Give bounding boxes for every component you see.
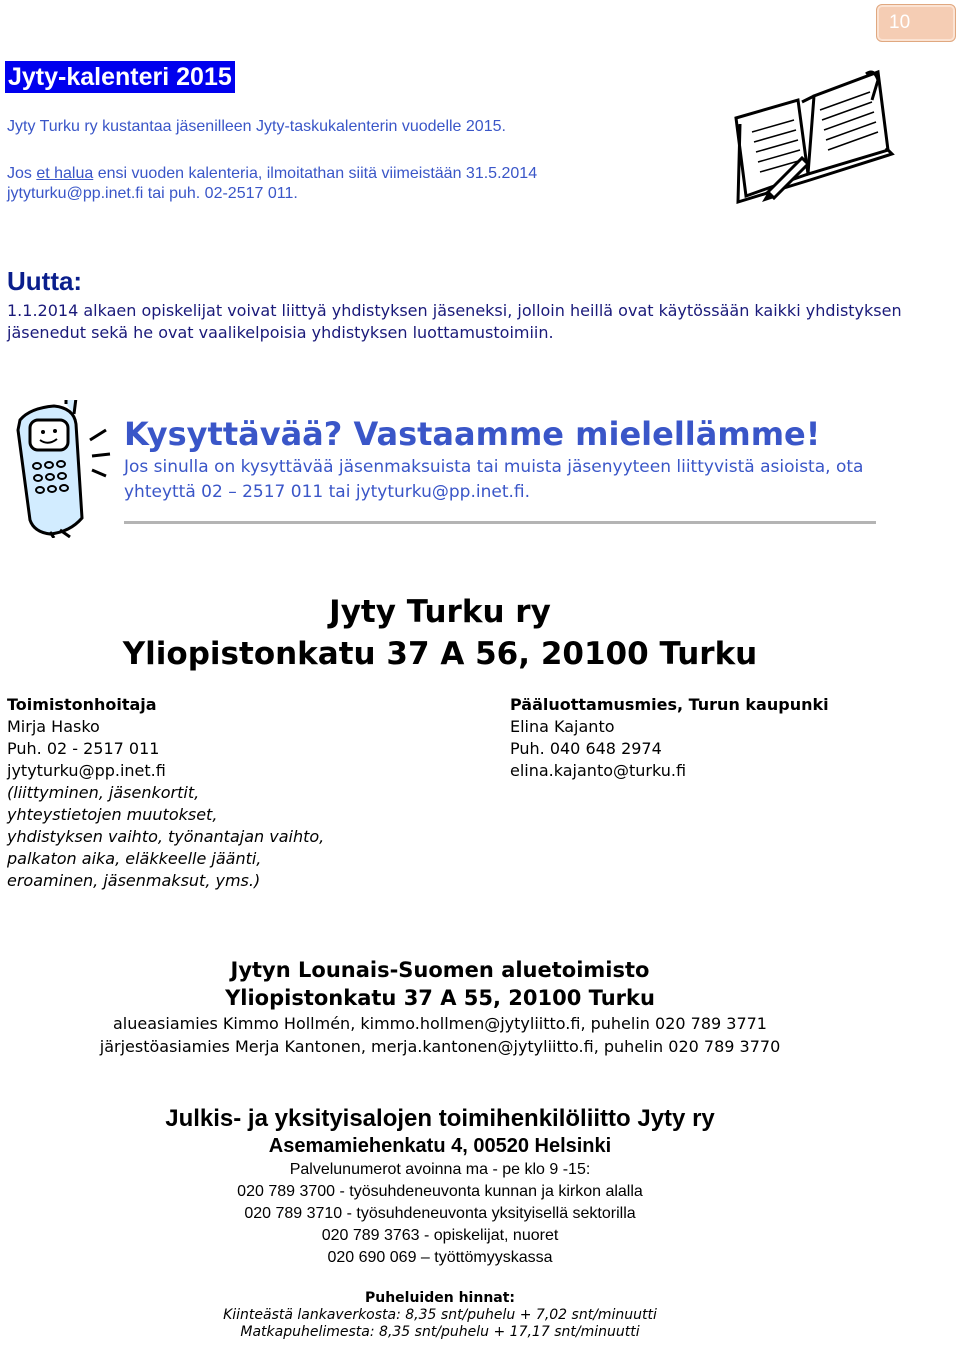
questions-title: Kysyttävää? Vastaamme mielellämme!	[124, 415, 821, 453]
org-address: Yliopistonkatu 37 A 56, 20100 Turku	[122, 636, 758, 672]
chief-shop-steward-role: Pääluottamusmies, Turun kaupunki	[510, 695, 829, 714]
call-prices-landline: Kiinteästä lankaverkosta: 8,35 snt/puhelu + 7,02 snt/minuutti	[223, 1307, 657, 1323]
calendar-intro: Jyty Turku ry kustantaa jäsenilleen Jyty-taskukalenterin vuodelle 2015.	[7, 118, 506, 135]
union-address: Asemamiehenkatu 4, 00520 Helsinki	[268, 1135, 612, 1157]
office-manager-role: Toimistonhoitaja	[7, 695, 157, 714]
optout-prefix: Jos	[7, 165, 37, 182]
calendar-book-with-pen-icon	[728, 66, 906, 210]
questions-text: Jos sinulla on kysyttävää jäsenmaksuista tai muista jäsenyyteen liittyvistä asioista, ota yhteyttä 02 – 2517 011 tai jytyturku@pp.inet.fi.	[124, 457, 864, 502]
union-number: 020 789 3763 - opiskelijat, nuoret	[321, 1227, 559, 1244]
office-manager-phone: Puh. 02 - 2517 011	[7, 739, 160, 758]
office-manager-name: Mirja Hasko	[7, 717, 100, 736]
office-manager-duty-line: eroaminen, jäsenmaksut, yms.)	[7, 871, 261, 890]
office-manager-duty-line: yhteystietojen muutokset,	[7, 805, 218, 824]
regional-office-contact: järjestöasiamies Merja Kantonen, merja.kantonen@jytyliitto.fi, puhelin 020 789 3770	[99, 1037, 781, 1056]
mobile-phone-icon	[10, 400, 114, 538]
union-name: Julkis- ja yksityisalojen toimihenkilöliitto Jyty ry	[165, 1105, 715, 1132]
chief-shop-steward-contact	[510, 694, 950, 782]
call-prices	[0, 1290, 880, 1341]
union-number: 020 690 069 – työttömyyskassa	[327, 1249, 553, 1266]
org-name: Jyty Turku ry	[329, 594, 551, 630]
office-manager-duty-line: yhdistyksen vaihto, työnantajan vaihto,	[7, 827, 325, 846]
office-manager-duty-line: (liittyminen, jäsenkortit,	[7, 783, 200, 802]
office-manager-email[interactable]: jytyturku@pp.inet.fi	[7, 761, 166, 780]
call-prices-mobile: Matkapuhelimesta: 8,35 snt/puhelu + 17,17 snt/minuutti	[240, 1324, 640, 1340]
optout-rest: ensi vuoden kalenteria, ilmoitathan siitä viimeistään 31.5.2014	[93, 165, 538, 182]
page-number-badge: 10	[876, 4, 956, 42]
news-heading: Uutta:	[7, 266, 83, 296]
regional-office-address: Yliopistonkatu 37 A 55, 20100 Turku	[225, 986, 655, 1010]
office-manager-duty-line: palkaton aika, eläkkeelle jäänti,	[7, 849, 262, 868]
call-prices-title: Puheluiden hinnat:	[364, 1290, 516, 1306]
questions-divider	[124, 521, 876, 524]
chief-shop-steward-phone: Puh. 040 648 2974	[510, 739, 662, 758]
union-info	[0, 1104, 880, 1269]
regional-office-name: Jytyn Lounais-Suomen aluetoimisto	[230, 958, 650, 982]
union-hours: Palvelunumerot avoinna ma - pe klo 9 -15:	[289, 1161, 591, 1178]
news-text: 1.1.2014 alkaen opiskelijat voivat liittyä yhdistyksen jäseneksi, jolloin heillä ovat käytössään kaikki yhdistyksen jäsenedut sekä he ovat vaalikelpoisia yhdistyksen luottamustoimiin.	[7, 301, 902, 342]
optout-link[interactable]: et halua	[36, 165, 94, 182]
chief-shop-steward-email[interactable]: elina.kajanto@turku.fi	[510, 761, 687, 780]
calendar-title: Jyty-kalenteri 2015	[5, 61, 235, 93]
optout-contact: jytyturku@pp.inet.fi tai puh. 02-2517 011.	[7, 185, 298, 202]
regional-office-contact: alueasiamies Kimmo Hollmén, kimmo.hollmen@jytyliitto.fi, puhelin 020 789 3771	[113, 1014, 767, 1033]
union-number: 020 789 3700 - työsuhdeneuvonta kunnan ja kirkon alalla	[237, 1183, 643, 1200]
regional-office	[0, 956, 880, 1058]
calendar-optout	[7, 164, 727, 204]
union-number: 020 789 3710 - työsuhdeneuvonta yksityisellä sektorilla	[244, 1205, 636, 1222]
chief-shop-steward-name: Elina Kajanto	[510, 717, 615, 736]
office-manager-contact	[7, 694, 477, 892]
